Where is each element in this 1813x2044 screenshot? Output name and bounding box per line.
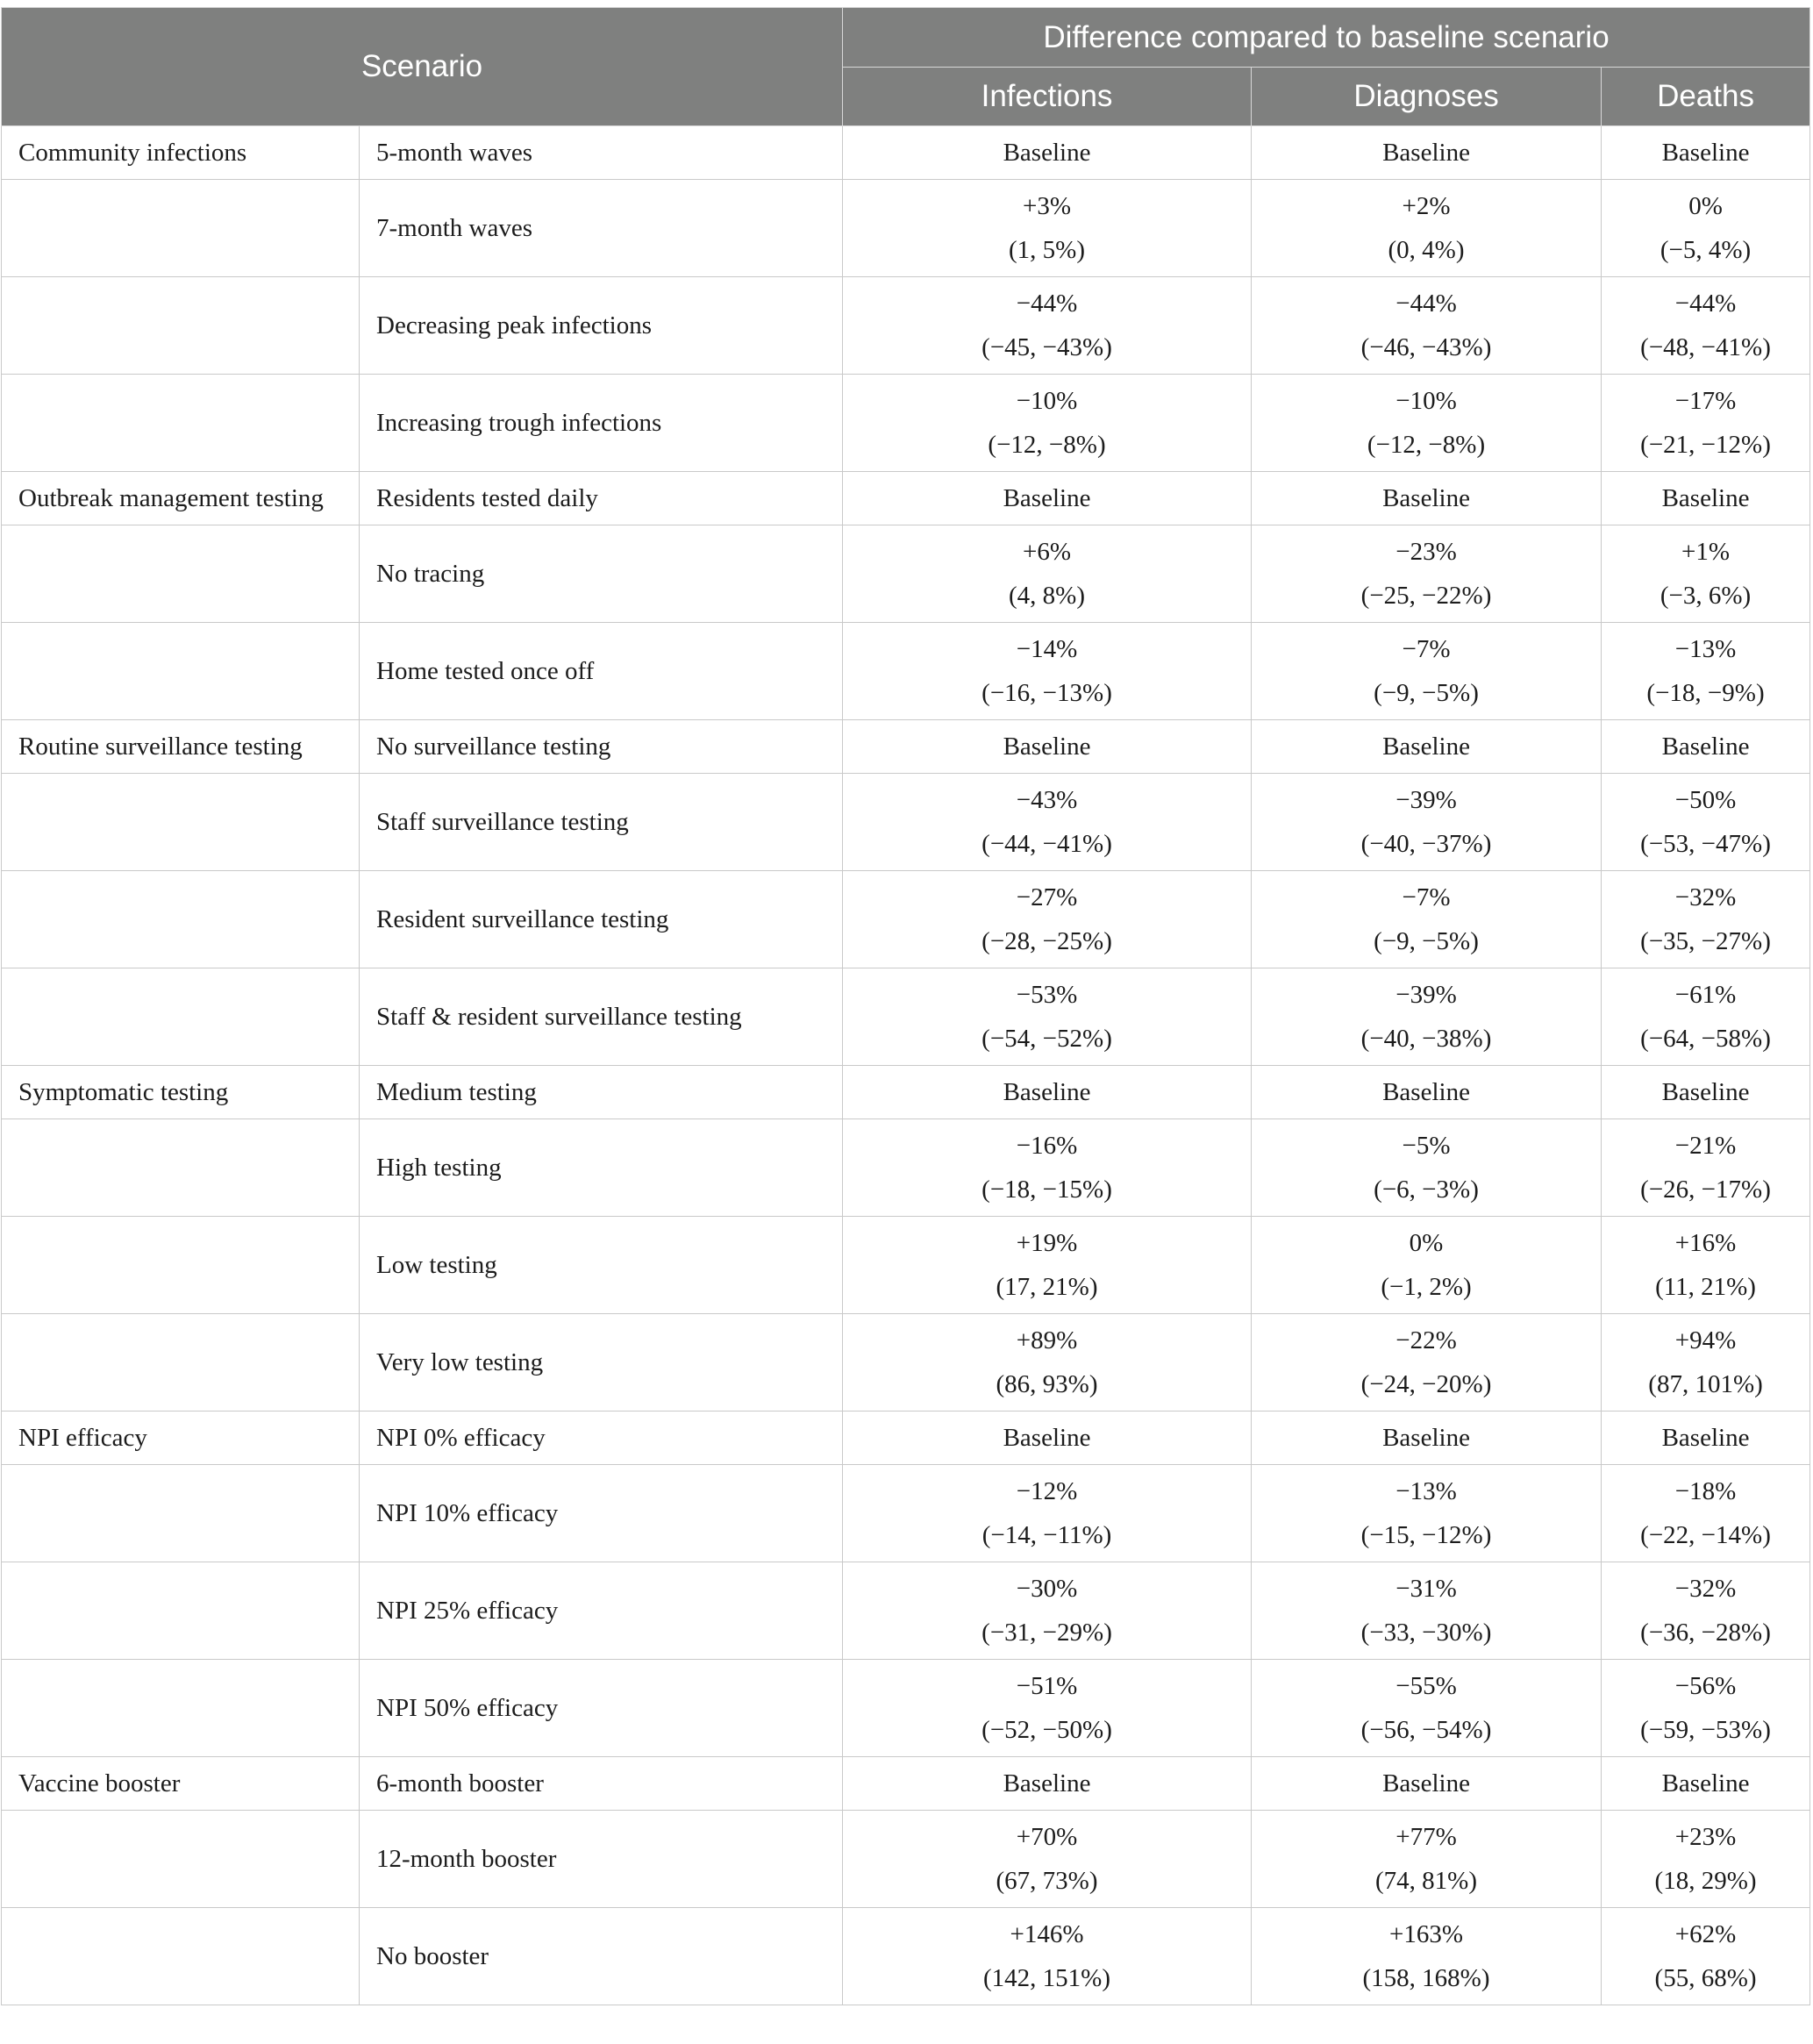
infections-cell <box>843 871 1252 968</box>
table-row <box>2 1660 1810 1757</box>
header-infections: Infections <box>843 68 1252 126</box>
table-row <box>2 968 1810 1066</box>
scenario-cell: NPI 25% efficacy <box>360 1562 843 1660</box>
infections-value: Baseline <box>1003 139 1091 167</box>
diagnoses-value: Baseline <box>1382 484 1470 512</box>
infections-cell <box>843 1562 1252 1660</box>
table-body <box>2 126 1810 2005</box>
scenario-cell: Decreasing peak infections <box>360 277 843 375</box>
infections-cell <box>843 1066 1252 1119</box>
infections-cell <box>843 472 1252 525</box>
table-row <box>2 472 1810 525</box>
deaths-cell <box>1602 774 1810 871</box>
diagnoses-ci: (−6, −3%) <box>1374 1176 1479 1204</box>
infections-value: Baseline <box>1003 1078 1091 1106</box>
table-row <box>2 180 1810 277</box>
header-scenario: Scenario <box>2 8 843 126</box>
category-cell <box>2 180 360 277</box>
infections-ci: (4, 8%) <box>1009 582 1085 610</box>
scenario-cell: Medium testing <box>360 1066 843 1119</box>
diagnoses-cell <box>1252 774 1602 871</box>
table-row <box>2 1119 1810 1217</box>
diagnoses-ci: (−24, −20%) <box>1360 1370 1492 1398</box>
infections-ci: (−18, −15%) <box>981 1176 1112 1204</box>
header-difference: Difference compared to baseline scenario <box>843 8 1810 68</box>
deaths-ci: (−5, 4%) <box>1660 236 1752 264</box>
infections-cell <box>843 1119 1252 1217</box>
scenario-cell: 7-month waves <box>360 180 843 277</box>
diagnoses-ci: (−9, −5%) <box>1374 679 1479 707</box>
deaths-ci: (−21, −12%) <box>1640 431 1771 459</box>
infections-value: Baseline <box>1003 1769 1091 1797</box>
infections-value: +19% <box>1016 1229 1078 1257</box>
deaths-ci: (−53, −47%) <box>1640 830 1771 858</box>
infections-cell <box>843 277 1252 375</box>
deaths-ci: (11, 21%) <box>1655 1273 1756 1301</box>
infections-value: −53% <box>1016 981 1078 1009</box>
infections-cell <box>843 968 1252 1066</box>
category-cell <box>2 525 360 623</box>
diagnoses-cell <box>1252 1217 1602 1314</box>
scenario-cell: Low testing <box>360 1217 843 1314</box>
deaths-cell <box>1602 720 1810 774</box>
category-cell <box>2 1465 360 1562</box>
infections-ci: (67, 73%) <box>996 1867 1098 1895</box>
infections-value: −44% <box>1016 289 1078 318</box>
deaths-value: Baseline <box>1661 733 1750 761</box>
diagnoses-value: 0% <box>1409 1229 1444 1257</box>
deaths-value: −17% <box>1674 387 1737 415</box>
diagnoses-cell <box>1252 126 1602 180</box>
category-cell: Outbreak management testing <box>2 472 360 525</box>
category-cell <box>2 1562 360 1660</box>
diagnoses-cell <box>1252 277 1602 375</box>
infections-ci: (−16, −13%) <box>981 679 1112 707</box>
deaths-ci: (−18, −9%) <box>1646 679 1765 707</box>
category-cell: Symptomatic testing <box>2 1066 360 1119</box>
diagnoses-value: Baseline <box>1382 733 1470 761</box>
infections-value: +6% <box>1023 538 1072 566</box>
scenario-cell: No tracing <box>360 525 843 623</box>
table-row <box>2 1412 1810 1465</box>
diagnoses-cell <box>1252 1412 1602 1465</box>
infections-cell <box>843 1314 1252 1412</box>
infections-cell <box>843 1811 1252 1908</box>
diagnoses-value: −22% <box>1395 1326 1457 1354</box>
table-header <box>2 8 1810 126</box>
infections-value: −12% <box>1016 1477 1078 1505</box>
diagnoses-value: −7% <box>1402 635 1451 663</box>
infections-cell <box>843 1217 1252 1314</box>
diagnoses-cell <box>1252 1066 1602 1119</box>
deaths-cell <box>1602 1119 1810 1217</box>
diagnoses-ci: (−25, −22%) <box>1360 582 1492 610</box>
deaths-value: +16% <box>1674 1229 1737 1257</box>
deaths-value: Baseline <box>1661 1769 1750 1797</box>
scenario-cell: Very low testing <box>360 1314 843 1412</box>
scenario-cell: NPI 50% efficacy <box>360 1660 843 1757</box>
infections-value: −14% <box>1016 635 1078 663</box>
deaths-cell <box>1602 1412 1810 1465</box>
deaths-value: −50% <box>1674 786 1737 814</box>
deaths-ci: (55, 68%) <box>1654 1964 1757 1992</box>
infections-ci: (1, 5%) <box>1009 236 1085 264</box>
header-deaths: Deaths <box>1602 68 1810 126</box>
deaths-ci: (18, 29%) <box>1654 1867 1757 1895</box>
diagnoses-value: +2% <box>1402 192 1451 220</box>
diagnoses-cell <box>1252 525 1602 623</box>
table-row <box>2 1908 1810 2005</box>
deaths-cell <box>1602 1314 1810 1412</box>
results-table <box>1 7 1810 2005</box>
deaths-value: Baseline <box>1661 484 1750 512</box>
scenario-cell: 6-month booster <box>360 1757 843 1811</box>
scenario-cell: Home tested once off <box>360 623 843 720</box>
category-cell <box>2 1119 360 1217</box>
diagnoses-cell <box>1252 1314 1602 1412</box>
diagnoses-value: −13% <box>1395 1477 1457 1505</box>
deaths-ci: (−48, −41%) <box>1640 333 1771 361</box>
category-cell <box>2 1660 360 1757</box>
infections-value: +89% <box>1016 1326 1078 1354</box>
table-row <box>2 1757 1810 1811</box>
diagnoses-cell <box>1252 968 1602 1066</box>
deaths-ci: (−59, −53%) <box>1640 1716 1771 1744</box>
deaths-value: +62% <box>1674 1920 1737 1948</box>
diagnoses-ci: (−12, −8%) <box>1367 431 1486 459</box>
scenario-cell: NPI 10% efficacy <box>360 1465 843 1562</box>
deaths-value: −56% <box>1674 1672 1737 1700</box>
deaths-value: −61% <box>1674 981 1737 1009</box>
diagnoses-cell <box>1252 1119 1602 1217</box>
deaths-ci: (−22, −14%) <box>1640 1521 1771 1549</box>
scenario-cell: 12-month booster <box>360 1811 843 1908</box>
diagnoses-cell <box>1252 1811 1602 1908</box>
deaths-cell <box>1602 1217 1810 1314</box>
table-row <box>2 871 1810 968</box>
table-row <box>2 720 1810 774</box>
table-row <box>2 1465 1810 1562</box>
deaths-cell <box>1602 871 1810 968</box>
table-row <box>2 1562 1810 1660</box>
infections-cell <box>843 1660 1252 1757</box>
diagnoses-cell <box>1252 720 1602 774</box>
deaths-ci: (−64, −58%) <box>1640 1025 1771 1053</box>
diagnoses-value: +163% <box>1389 1920 1464 1948</box>
infections-ci: (−12, −8%) <box>988 431 1106 459</box>
scenario-cell: Staff surveillance testing <box>360 774 843 871</box>
infections-value: Baseline <box>1003 733 1091 761</box>
diagnoses-value: −31% <box>1395 1575 1457 1603</box>
scenario-cell: Resident surveillance testing <box>360 871 843 968</box>
diagnoses-ci: (74, 81%) <box>1375 1867 1477 1895</box>
diagnoses-value: Baseline <box>1382 139 1470 167</box>
deaths-value: −32% <box>1674 1575 1737 1603</box>
deaths-cell <box>1602 126 1810 180</box>
deaths-cell <box>1602 472 1810 525</box>
diagnoses-value: −39% <box>1395 786 1457 814</box>
infections-value: +3% <box>1023 192 1072 220</box>
infections-ci: (142, 151%) <box>983 1964 1110 1992</box>
deaths-cell <box>1602 1066 1810 1119</box>
diagnoses-cell <box>1252 472 1602 525</box>
diagnoses-ci: (0, 4%) <box>1388 236 1465 264</box>
infections-ci: (86, 93%) <box>996 1370 1098 1398</box>
deaths-cell <box>1602 525 1810 623</box>
deaths-value: Baseline <box>1661 139 1750 167</box>
table-row <box>2 277 1810 375</box>
infections-value: −16% <box>1016 1132 1078 1160</box>
infections-cell <box>843 1412 1252 1465</box>
diagnoses-ci: (158, 168%) <box>1362 1964 1490 1992</box>
table-row <box>2 525 1810 623</box>
table-row <box>2 1314 1810 1412</box>
category-cell <box>2 1217 360 1314</box>
scenario-cell: Staff & resident surveillance testing <box>360 968 843 1066</box>
scenario-cell: NPI 0% efficacy <box>360 1412 843 1465</box>
category-cell: Vaccine booster <box>2 1757 360 1811</box>
deaths-cell <box>1602 375 1810 472</box>
deaths-value: +23% <box>1674 1823 1737 1851</box>
category-cell: Routine surveillance testing <box>2 720 360 774</box>
infections-cell <box>843 525 1252 623</box>
diagnoses-cell <box>1252 871 1602 968</box>
diagnoses-value: Baseline <box>1382 1424 1470 1452</box>
deaths-value: 0% <box>1688 192 1723 220</box>
diagnoses-ci: (−46, −43%) <box>1360 333 1492 361</box>
table-row <box>2 1217 1810 1314</box>
deaths-ci: (−36, −28%) <box>1640 1619 1771 1647</box>
infections-cell <box>843 774 1252 871</box>
diagnoses-value: −39% <box>1395 981 1457 1009</box>
diagnoses-value: −55% <box>1395 1672 1457 1700</box>
category-cell <box>2 871 360 968</box>
diagnoses-ci: (−56, −54%) <box>1360 1716 1492 1744</box>
deaths-value: −32% <box>1674 883 1737 911</box>
infections-value: Baseline <box>1003 484 1091 512</box>
diagnoses-value: −7% <box>1402 883 1451 911</box>
infections-value: −51% <box>1016 1672 1078 1700</box>
table-row <box>2 623 1810 720</box>
diagnoses-cell <box>1252 375 1602 472</box>
category-cell <box>2 623 360 720</box>
deaths-ci: (−26, −17%) <box>1640 1176 1771 1204</box>
infections-cell <box>843 375 1252 472</box>
infections-cell <box>843 720 1252 774</box>
table-row <box>2 375 1810 472</box>
infections-value: +70% <box>1016 1823 1078 1851</box>
deaths-cell <box>1602 1660 1810 1757</box>
diagnoses-ci: (−40, −37%) <box>1360 830 1492 858</box>
scenario-cell: 5-month waves <box>360 126 843 180</box>
infections-ci: (−14, −11%) <box>981 1521 1112 1549</box>
scenario-cell: No booster <box>360 1908 843 2005</box>
infections-ci: (−52, −50%) <box>981 1716 1112 1744</box>
deaths-cell <box>1602 1908 1810 2005</box>
diagnoses-cell <box>1252 180 1602 277</box>
deaths-cell <box>1602 180 1810 277</box>
table-row <box>2 1066 1810 1119</box>
diagnoses-value: −5% <box>1402 1132 1451 1160</box>
deaths-ci: (−3, 6%) <box>1660 582 1752 610</box>
infections-cell <box>843 126 1252 180</box>
table-row <box>2 774 1810 871</box>
diagnoses-ci: (−15, −12%) <box>1360 1521 1492 1549</box>
deaths-cell <box>1602 1757 1810 1811</box>
deaths-value: Baseline <box>1661 1078 1750 1106</box>
category-cell <box>2 1908 360 2005</box>
infections-cell <box>843 1908 1252 2005</box>
deaths-value: −18% <box>1674 1477 1737 1505</box>
infections-value: −30% <box>1016 1575 1078 1603</box>
deaths-cell <box>1602 1811 1810 1908</box>
infections-value: −10% <box>1016 387 1078 415</box>
deaths-cell <box>1602 1562 1810 1660</box>
infections-value: +146% <box>1010 1920 1084 1948</box>
scenario-cell: Residents tested daily <box>360 472 843 525</box>
infections-value: Baseline <box>1003 1424 1091 1452</box>
deaths-ci: (87, 101%) <box>1648 1370 1763 1398</box>
diagnoses-ci: (−33, −30%) <box>1360 1619 1492 1647</box>
category-cell <box>2 774 360 871</box>
deaths-value: −44% <box>1674 289 1737 318</box>
diagnoses-ci: (−40, −38%) <box>1360 1025 1492 1053</box>
diagnoses-value: Baseline <box>1382 1769 1470 1797</box>
infections-ci: (−28, −25%) <box>981 927 1112 955</box>
diagnoses-ci: (−1, 2%) <box>1381 1273 1472 1301</box>
diagnoses-value: −23% <box>1395 538 1457 566</box>
diagnoses-cell <box>1252 623 1602 720</box>
category-cell <box>2 1314 360 1412</box>
deaths-value: −21% <box>1674 1132 1737 1160</box>
diagnoses-cell <box>1252 1465 1602 1562</box>
diagnoses-ci: (−9, −5%) <box>1374 927 1479 955</box>
category-cell <box>2 968 360 1066</box>
deaths-cell <box>1602 968 1810 1066</box>
diagnoses-value: Baseline <box>1382 1078 1470 1106</box>
infections-value: −27% <box>1016 883 1078 911</box>
diagnoses-cell <box>1252 1660 1602 1757</box>
diagnoses-value: +77% <box>1395 1823 1457 1851</box>
diagnoses-value: −44% <box>1395 289 1457 318</box>
category-cell <box>2 1811 360 1908</box>
scenario-cell: Increasing trough infections <box>360 375 843 472</box>
deaths-ci: (−35, −27%) <box>1640 927 1771 955</box>
deaths-value: +94% <box>1674 1326 1737 1354</box>
deaths-cell <box>1602 277 1810 375</box>
category-cell: Community infections <box>2 126 360 180</box>
category-cell <box>2 375 360 472</box>
infections-ci: (−44, −41%) <box>981 830 1112 858</box>
table-row <box>2 1811 1810 1908</box>
diagnoses-cell <box>1252 1562 1602 1660</box>
infections-cell <box>843 1757 1252 1811</box>
diagnoses-cell <box>1252 1908 1602 2005</box>
deaths-value: Baseline <box>1661 1424 1750 1452</box>
infections-cell <box>843 1465 1252 1562</box>
scenario-cell: High testing <box>360 1119 843 1217</box>
infections-ci: (−45, −43%) <box>981 333 1112 361</box>
infections-ci: (−31, −29%) <box>981 1619 1112 1647</box>
infections-ci: (17, 21%) <box>996 1273 1098 1301</box>
infections-cell <box>843 180 1252 277</box>
diagnoses-value: −10% <box>1395 387 1457 415</box>
diagnoses-cell <box>1252 1757 1602 1811</box>
scenario-cell: No surveillance testing <box>360 720 843 774</box>
infections-value: −43% <box>1016 786 1078 814</box>
category-cell <box>2 277 360 375</box>
header-diagnoses: Diagnoses <box>1252 68 1602 126</box>
deaths-cell <box>1602 623 1810 720</box>
deaths-value: −13% <box>1674 635 1737 663</box>
category-cell: NPI efficacy <box>2 1412 360 1465</box>
deaths-value: +1% <box>1681 538 1731 566</box>
deaths-cell <box>1602 1465 1810 1562</box>
table-row <box>2 126 1810 180</box>
infections-cell <box>843 623 1252 720</box>
infections-ci: (−54, −52%) <box>981 1025 1112 1053</box>
